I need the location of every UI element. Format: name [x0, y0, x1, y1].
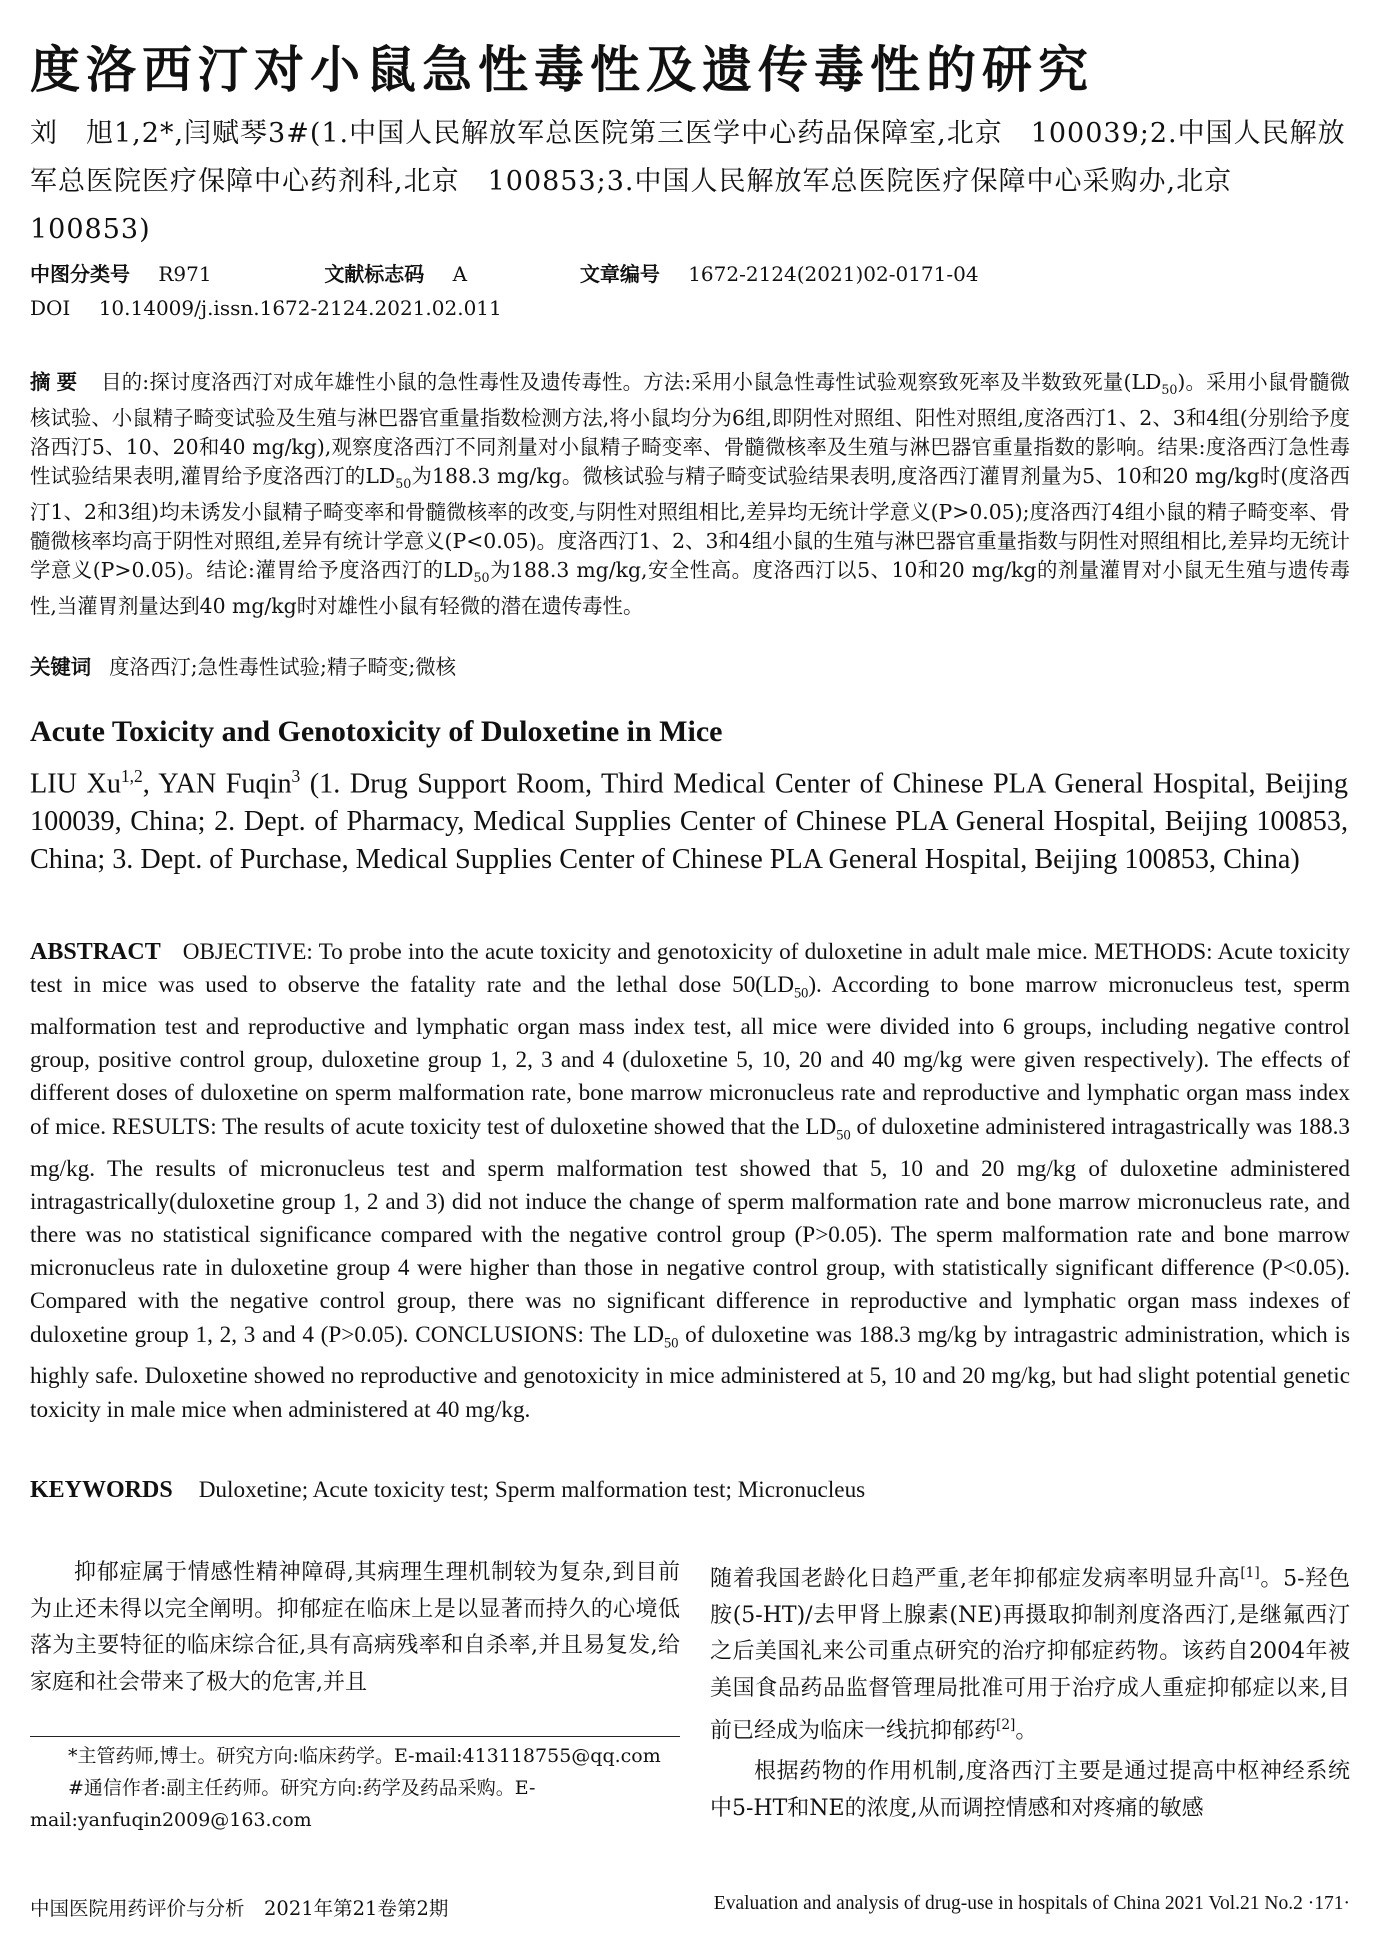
abstract-en-text-4: of duloxetine was 188.3 mg/kg by intragastric administration, which is highly safe. Duloxetine showed no reproductive and genotoxicity in mice administered at 5, 10 and 20 mg/kg, but had slight potential genetic toxicity in male mice when administered at 40 mg/kg. [30, 1321, 1350, 1423]
doc-code-label: 文献标志码 [324, 262, 425, 286]
affiliations-en: (1. Drug Support Room, Third Medical Center of Chinese PLA General Hospital, Beijing 100039, China; 2. Dept. of Pharmacy, Medical Supplies Center of Chinese PLA General Hospital, Beijing 100853, China; 3. Dept. of Purchase, Medical Supplies Center of Chinese PLA General Hospital, Beijing 100853, China) [30, 768, 1348, 876]
body-paragraph: 根据药物的作用机制,度洛西汀主要是通过提高中枢神经系统中5-HT和NE的浓度,从而调控情感和对疼痛的敏感 [710, 1759, 1350, 1821]
abstract-en-text-1: OBJECTIVE: To probe into the acute toxicity and genotoxicity of duloxetine in adult male mice. METHODS: Acute toxicity test in mice was used to observe the fatality rate and the lethal dose 50(LD [30, 939, 1350, 999]
clc-value: R971 [158, 262, 212, 286]
article-title-en: Acute Toxicity and Genotoxicity of Duloxetine in Mice [30, 715, 723, 748]
abstract-cn-label: 摘要 [30, 370, 84, 394]
ld50-subscript: 50 [473, 570, 490, 586]
metadata-row-2 [30, 291, 1350, 325]
ld50-subscript: 50 [793, 985, 809, 1002]
keywords-en-label: KEYWORDS [30, 1477, 173, 1503]
body-text: 。5-羟色胺(5-HT)/去甲肾上腺素(NE)再摄取抑制剂度洛西汀,是继氟西汀之后美国礼来公司重点研究的治疗抑郁症药物。该药自2004年被美国食品药品监督管理局批准可用于治疗成人重症抑郁症以来,目前已经成为临床一线抗抑郁药 [710, 1566, 1350, 1744]
abstract-en-text-2: ). According to bone marrow micronucleus test, sperm malformation test and reproductive and lymphatic organ mass index test, all mice were divided into 6 groups, including negative control group, positive control group, duloxetine group 1, 2, 3 and 4 (duloxetine 5, 10, 20 and 40 mg/kg were given respectively). The effects of different doses of duloxetine on sperm malformation rate, bone marrow micronucleus rate and reproductive and lymphatic organ mass index of mice. RESULTS: The results of acute toxicity test of duloxetine showed that the LD [30, 972, 1350, 1140]
footnotes [30, 1740, 680, 1836]
ld50-subscript: 50 [664, 1335, 679, 1352]
body-paragraph [710, 1555, 1350, 1750]
article-no-label: 文章编号 [579, 262, 660, 286]
reference-1[interactable]: [1] [1240, 1565, 1260, 1581]
footer-journal-en: Evaluation and analysis of drug-use in hospitals of China 2021 Vol.21 No.2 ·171· [713, 1893, 1350, 1914]
ld50-subscript: 50 [395, 476, 412, 492]
doi-value: 10.14009/j.issn.1672-2124.2021.02.011 [98, 296, 502, 320]
article-title-cn: 度洛西汀对小鼠急性毒性及遗传毒性的研究 [30, 41, 1094, 99]
authors-affiliations-en [30, 757, 1348, 879]
doi-label: DOI [30, 296, 71, 320]
body-text: 。 [1015, 1718, 1038, 1744]
doc-code-value: A [452, 262, 468, 286]
abstract-en-label: ABSTRACT [30, 939, 161, 965]
reference-2[interactable]: [2] [996, 1717, 1016, 1734]
clc-label: 中图分类号 [30, 262, 130, 286]
footnote-corresponding-author: #通信作者:副主任药师。研究方向:药学及药品采购。E-mail:yanfuqin2009@163.com [30, 1777, 536, 1831]
author-2-en: , YAN Fuqin [142, 768, 292, 800]
footnote-divider [30, 1736, 680, 1737]
keywords-en [30, 1474, 1350, 1506]
abstract-cn-text-4: 为188.3 mg/kg,安全性高。度洛西汀以5、10和20 mg/kg的剂量灌胃对小鼠无生殖与遗传毒性,当灌胃剂量达到40 mg/kg时对雄性小鼠有轻微的潜在遗传毒性。 [30, 558, 1351, 619]
body-column-right [710, 1555, 1350, 1827]
body-paragraph: 抑郁症属于情感性精神障碍,其病理生理机制较为复杂,到目前为止还未得以完全阐明。抑郁症在临床上是以显著而持久的心境低落为主要特征的临床综合征,具有高病残率和自杀率,并且易复发,给家庭和社会带来了极大的危害,并且 [30, 1560, 680, 1695]
abstract-cn-text-1: 目的:探讨度洛西汀对成年雄性小鼠的急性毒性及遗传毒性。方法:采用小鼠急性毒性试验观察致死率及半数致死量(LD [101, 370, 1162, 394]
body-column-left [30, 1555, 680, 1701]
abstract-en-text-3: of duloxetine administered intragastrically was 188.3 mg/kg. The results of micronucleus test and sperm malformation test showed that 5, 10 and 20 mg/kg of duloxetine administered intragastrically(duloxetine group 1, 2 and 3) did not induce the change of sperm malformation rate and bone marrow micronucleus rate, and there was no statistical significance compared with the negative control group (P>0.05). The sperm malformation rate and bone marrow micronucleus rate in duloxetine group 4 were higher than those in negative control group, with statistically significant difference (P<0.05). Compared with the negative control group, there was no significant difference in reproductive and lymphatic organ mass indexes of duloxetine group 1, 2, 3 and 4 (P>0.05). CONCLUSIONS: The LD [30, 1113, 1350, 1348]
keywords-en-value: Duloxetine; Acute toxicity test; Sperm malformation test; Micronucleus [198, 1477, 866, 1503]
article-metadata [30, 257, 1350, 325]
page-footer [30, 1893, 1350, 1921]
keywords-cn-label: 关键词 [30, 655, 92, 679]
footnote-first-author: *主管药师,博士。研究方向:临床药学。E-mail:413118755@qq.com [68, 1745, 661, 1767]
abstract-cn [30, 368, 1350, 621]
abstract-cn-text-3: 为188.3 mg/kg。微核试验与精子畸变试验结果表明,度洛西汀灌胃剂量为5、10和20 mg/kg时(度洛西汀1、2和3组)均未诱发小鼠精子畸变率和骨髓微核率的改变,与阴性对照组相比,差异均无统计学意义(P>0.05);度洛西汀4组小鼠的精子畸变率、骨髓微核率均高于阴性对照组,差异有统计学意义(P<0.05)。度洛西汀1、2、3和4组小鼠的生殖与淋巴器官重量指数与阴性对照组相比,差异均无统计学意义(P>0.05)。结论:灌胃给予度洛西汀的LD [30, 464, 1350, 583]
keywords-cn-value: 度洛西汀;急性毒性试验;精子畸变;微核 [109, 655, 457, 679]
abstract-cn-text-2: )。采用小鼠骨髓微核试验、小鼠精子畸变试验及生殖与淋巴器官重量指数检测方法,将小鼠均分为6组,即阴性对照组、阳性对照组,度洛西汀1、2、3和4组(分别给予度洛西汀5、10、20和40 mg/kg),观察度洛西汀不同剂量对小鼠精子畸变率、骨髓微核率及生殖与淋巴器官重量指数的影响。结果:度洛西汀急性毒性试验结果表明,灌胃给予度洛西汀的LD [30, 370, 1350, 489]
authors-affiliations-cn: 刘 旭1,2*,闫赋琴3#(1.中国人民解放军总医院第三医学中心药品保障室,北京 100039;2.中国人民解放军总医院医疗保障中心药剂科,北京 100853;3.中国人民解放军总医院医疗保障中心采购办,北京 100853) [30, 118, 1346, 245]
author-1-en: LIU Xu [30, 768, 121, 800]
body-text: 随着我国老龄化日趋严重,老年抑郁症发病率明显升高 [710, 1566, 1241, 1592]
keywords-cn [30, 652, 1350, 682]
footer-journal-cn: 中国医院用药评价与分析 2021年第21卷第2期 [30, 1897, 449, 1920]
ld50-subscript: 50 [1161, 382, 1178, 398]
article-no-value: 1672-2124(2021)02-0171-04 [688, 262, 979, 286]
abstract-en [30, 936, 1350, 1427]
author-2-sup: 3 [291, 766, 301, 786]
ld50-subscript: 50 [836, 1127, 851, 1144]
author-1-sup: 1,2 [120, 766, 143, 786]
metadata-row-1 [30, 257, 1350, 291]
